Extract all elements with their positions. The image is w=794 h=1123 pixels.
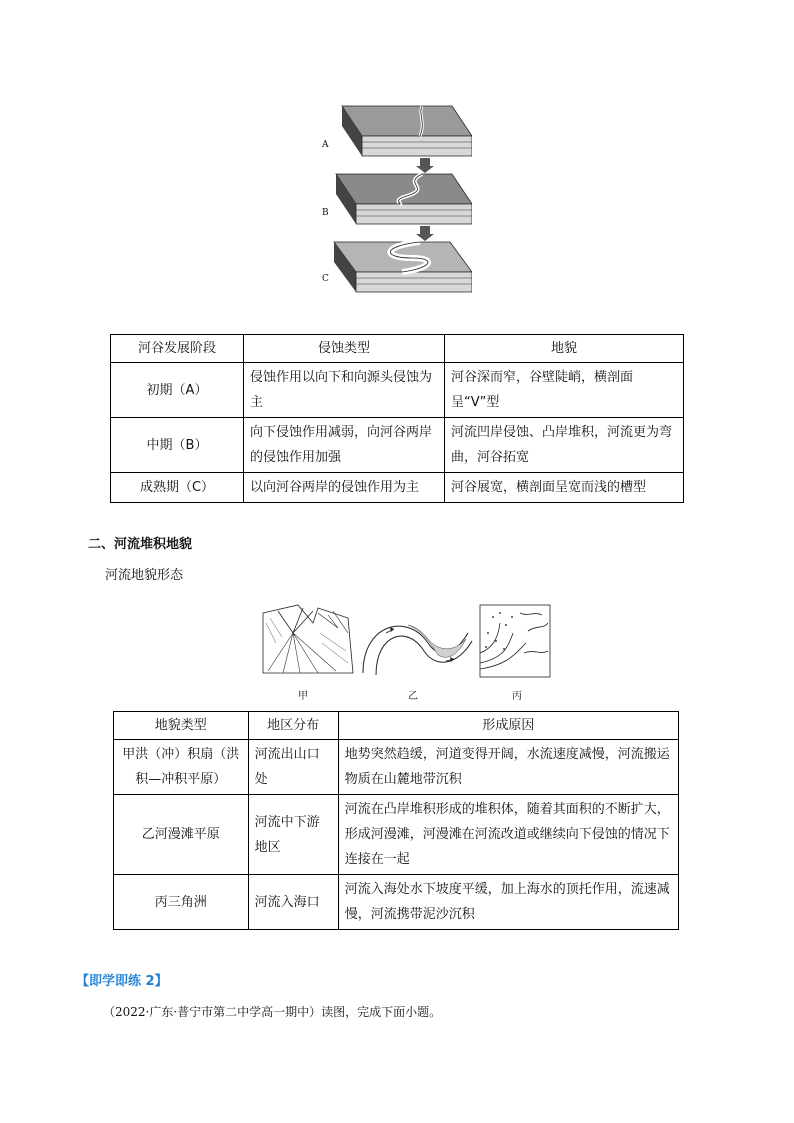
table-row	[114, 740, 679, 795]
table-header-cell: 侵蚀类型	[244, 335, 445, 363]
practice-label: 【即学即练 2】	[76, 974, 168, 989]
valley-stage-table	[110, 334, 684, 503]
table-header-row	[114, 712, 679, 740]
table-cell: 河谷展宽，横剖面呈宽而浅的槽型	[445, 473, 684, 503]
figure-label-yi: 乙	[408, 691, 418, 702]
table-row	[111, 363, 684, 418]
delta-sketch	[480, 605, 550, 677]
figure-label-jia: 甲	[298, 691, 308, 702]
valley-blocks-illustration	[322, 96, 472, 301]
deposition-landform-table	[113, 711, 679, 930]
table-header-cell: 形成原因	[338, 712, 678, 740]
stage-label-a: A	[322, 140, 329, 150]
table-cell: 河流入海处水下坡度平缓，加上海水的顶托作用，流速减慢，河流携带泥沙沉积	[338, 875, 678, 930]
block-a	[342, 106, 472, 156]
table-cell: 乙河漫滩平原	[114, 795, 249, 875]
table-cell: 河流凹岸侵蚀、凸岸堆积，河流更为弯曲，河谷拓宽	[445, 418, 684, 473]
table-cell: 初期（A）	[111, 363, 244, 418]
floodplain-meander-sketch	[363, 625, 472, 675]
table-cell: 河流在凸岸堆积形成的堆积体，随着其面积的不断扩大，形成河漫滩，河漫滩在河流改道或继续向下侵蚀的情况下连接在一起	[338, 795, 678, 875]
table-cell: 成熟期（C）	[111, 473, 244, 503]
table-cell: 地势突然趋缓，河道变得开阔，水流速度减慢，河流搬运物质在山麓地带沉积	[338, 740, 678, 795]
table-header-cell: 地貌类型	[114, 712, 249, 740]
figure-label-bing: 丙	[512, 691, 522, 702]
block-c	[334, 242, 472, 292]
subsection-heading: 河流地貌形态	[105, 568, 184, 583]
table-row	[114, 875, 679, 930]
table-cell: 河流中下游地区	[248, 795, 338, 875]
block-b	[336, 174, 472, 224]
section-heading: 二、河流堆积地貌	[88, 537, 193, 552]
table-header-row	[111, 335, 684, 363]
deposition-illustration	[258, 603, 553, 683]
table-header-cell: 地貌	[445, 335, 684, 363]
table-row	[111, 473, 684, 503]
table-header-cell: 地区分布	[248, 712, 338, 740]
table-header-cell: 河谷发展阶段	[111, 335, 244, 363]
valley-development-figure	[322, 96, 472, 301]
alluvial-fan-sketch	[263, 605, 353, 673]
table-cell: 河流出山口处	[248, 740, 338, 795]
stage-label-b: B	[322, 208, 329, 218]
stage-label-c: C	[322, 274, 329, 284]
table-cell: 侵蚀作用以向下和向源头侵蚀为主	[244, 363, 445, 418]
deposition-landforms-figure	[258, 603, 553, 703]
table-cell: 甲洪（冲）积扇（洪积—冲积平原）	[114, 740, 249, 795]
table-cell: 河谷深而窄，谷壁陡峭，横剖面呈“V”型	[445, 363, 684, 418]
table-cell: 丙三角洲	[114, 875, 249, 930]
table-cell: 以向河谷两岸的侵蚀作用为主	[244, 473, 445, 503]
table-row	[114, 795, 679, 875]
table-cell: 向下侵蚀作用减弱，向河谷两岸的侵蚀作用加强	[244, 418, 445, 473]
table-cell: 中期（B）	[111, 418, 244, 473]
table-cell: 河流入海口	[248, 875, 338, 930]
question-text: （2022·广东·普宁市第二中学高一期中）读图，完成下面小题。	[103, 1005, 442, 1019]
table-row	[111, 418, 684, 473]
